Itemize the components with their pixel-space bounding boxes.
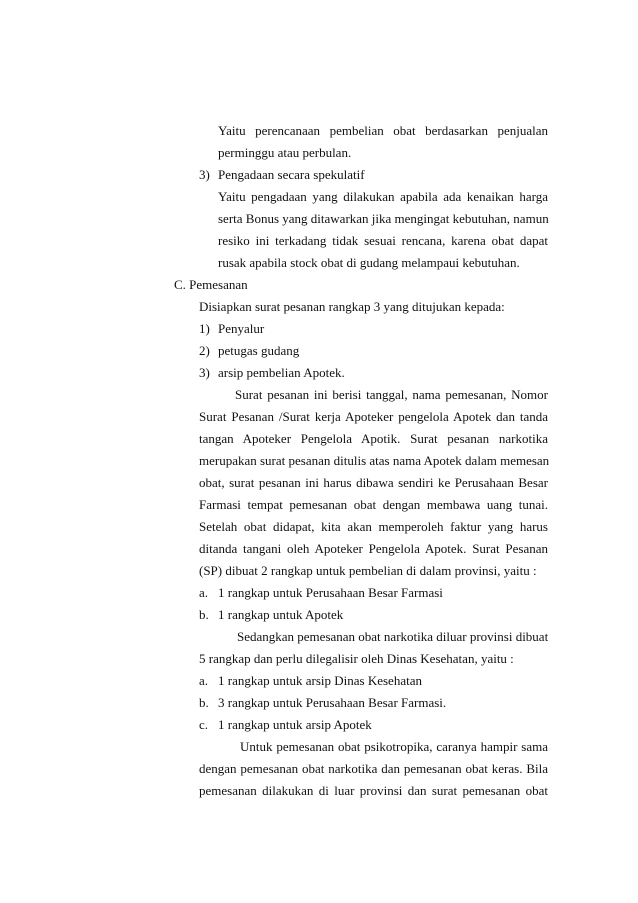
list-item-text: 1 rangkap untuk arsip Apotek [218, 717, 372, 732]
list-letter: c. [199, 717, 209, 732]
list-item [199, 692, 549, 714]
list-item-text: 1 rangkap untuk Perusahaan Besar Farmasi [218, 585, 443, 600]
list-letter: a. [199, 585, 209, 600]
paragraph-line: ditanda tangani oleh Apoteker Pengelola Apotek. Surat Pesanan [199, 541, 548, 556]
list-item-text: 1 rangkap untuk Apotek [218, 607, 344, 622]
list-item [199, 164, 549, 186]
list-letter: a. [199, 673, 209, 688]
list-item [199, 362, 549, 384]
list-number: 3) [199, 167, 210, 182]
list-number: 2) [199, 343, 210, 358]
body-line: serta Bonus yang ditawarkan jika mengingat kebutuhan, namun [218, 211, 549, 226]
body-line: perminggu atau perbulan. [218, 145, 352, 160]
list-item [199, 670, 549, 692]
list-letter: b. [199, 695, 209, 710]
paragraph-line: Sedangkan pemesanan obat narkotika diluar provinsi dibuat [237, 629, 549, 644]
body-line: Yaitu perencanaan pembelian obat berdasarkan penjualan [218, 123, 548, 138]
body-line: Yaitu pengadaan yang dilakukan apabila ada kenaikan harga [218, 189, 548, 204]
list-item [199, 318, 549, 340]
paragraph-line: obat, surat pesanan ini harus dibawa sendiri ke Perusahaan Besar [199, 475, 548, 490]
list-item-text: Penyalur [218, 321, 265, 336]
list-item [199, 714, 549, 736]
paragraph-line: merupakan surat pesanan ditulis atas nama Apotek dalam memesan [199, 453, 550, 468]
list-item-title: Pengadaan secara spekulatif [218, 167, 365, 182]
paragraph-line: Surat pesanan ini berisi tanggal, nama pemesanan, Nomor [235, 387, 548, 402]
list-item-text: arsip pembelian Apotek. [218, 365, 345, 380]
body-line: rusak apabila stock obat di gudang melampaui kebutuhan. [218, 255, 520, 270]
paragraph-line: Untuk pemesanan obat psikotropika, caranya hampir sama [240, 739, 548, 754]
section-heading: C. Pemesanan [174, 277, 248, 292]
list-item-text: 1 rangkap untuk arsip Dinas Kesehatan [218, 673, 422, 688]
list-item [199, 604, 549, 626]
paragraph-line: pemesanan dilakukan di luar provinsi dan surat pemesanan obat [199, 783, 548, 798]
list-letter: b. [199, 607, 209, 622]
list-item-text: petugas gudang [218, 343, 300, 358]
paragraph-line: (SP) dibuat 2 rangkap untuk pembelian di dalam provinsi, yaitu : [199, 563, 537, 578]
list-item [199, 582, 549, 604]
list-number: 3) [199, 365, 210, 380]
body-line: Disiapkan surat pesanan rangkap 3 yang ditujukan kepada: [199, 299, 505, 314]
list-item-text: 3 rangkap untuk Perusahaan Besar Farmasi. [218, 695, 447, 710]
paragraph-line: Setelah obat didapat, kita akan memperoleh faktur yang harus [199, 519, 548, 534]
paragraph-line: Surat Pesanan /Surat kerja Apoteker pengelola Apotek dan tanda [199, 409, 548, 424]
list-item [199, 340, 549, 362]
paragraph-line: dengan pemesanan obat narkotika dan pemesanan obat keras. Bila [199, 761, 548, 776]
body-line: resiko ini terkadang tidak sesuai rencana, karena obat dapat [218, 233, 548, 248]
paragraph-line: Farmasi tempat pemesanan obat dengan membawa uang tunai. [199, 497, 548, 512]
list-number: 1) [199, 321, 210, 336]
paragraph-line: tangan Apoteker Pengelola Apotik. Surat pesanan narkotika [199, 431, 548, 446]
paragraph-line: 5 rangkap dan perlu dilegalisir oleh Dinas Kesehatan, yaitu : [199, 651, 514, 666]
